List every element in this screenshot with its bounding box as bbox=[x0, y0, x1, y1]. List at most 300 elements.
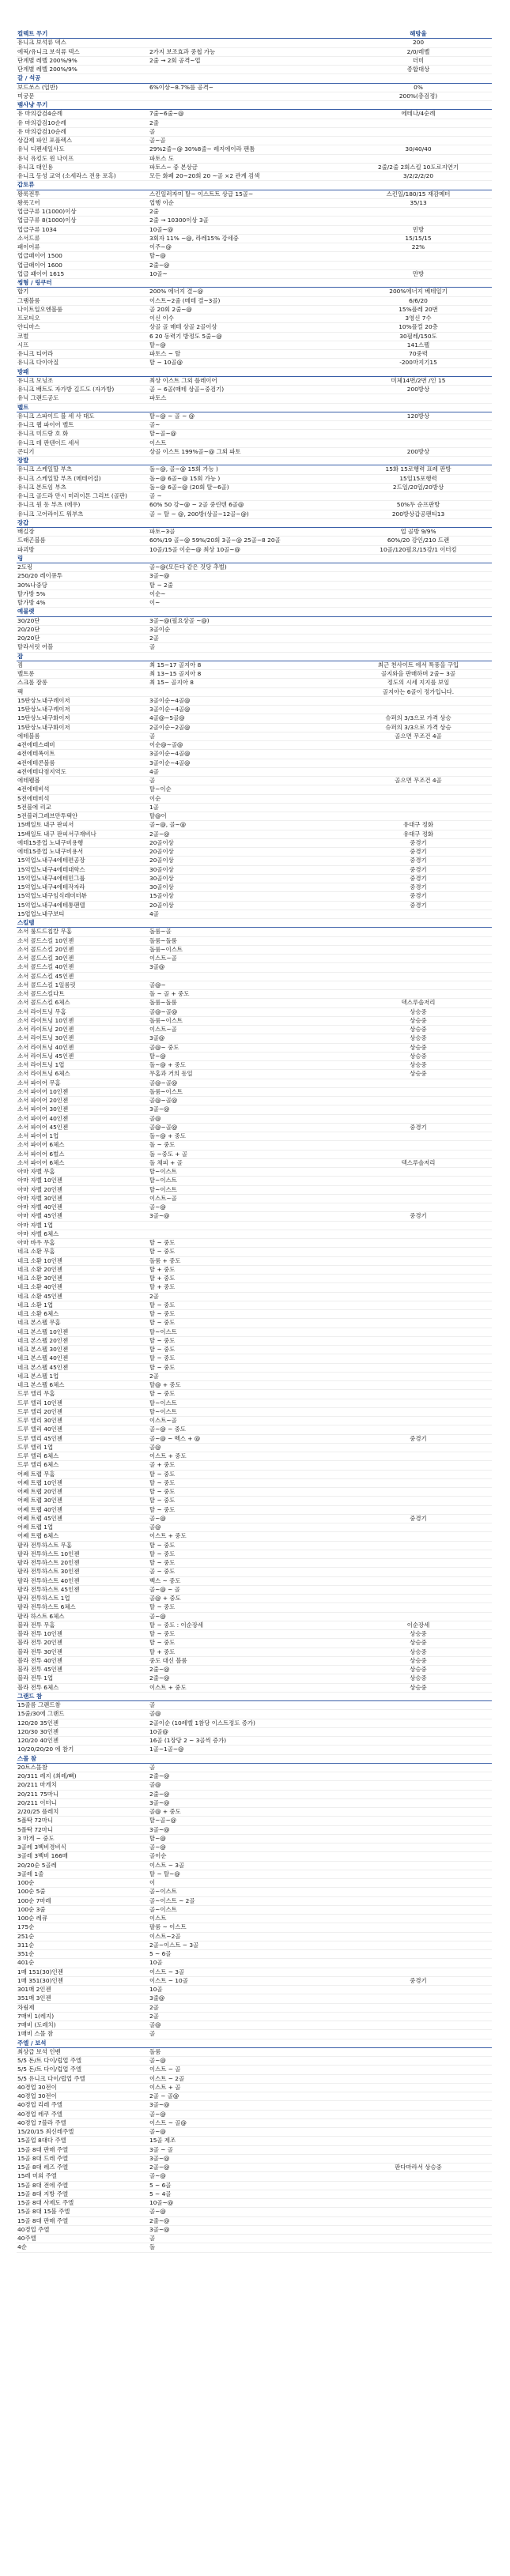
item-name-cell: 드루 엘리 20인젠 bbox=[17, 1407, 62, 1415]
item-name-cell: 5전에테비석 bbox=[17, 794, 50, 802]
item-name-cell: 유니크 티어라 bbox=[17, 350, 54, 357]
note-cell bbox=[345, 1239, 492, 1247]
note-cell bbox=[345, 1950, 492, 1958]
price-cell: 파토스 ~ 탈 bbox=[149, 350, 181, 357]
table-row bbox=[17, 937, 492, 946]
price-cell bbox=[149, 30, 345, 38]
note-cell bbox=[345, 981, 492, 989]
table-row bbox=[17, 394, 492, 403]
price-cell: 골 + 중도 bbox=[149, 1461, 176, 1469]
item-name-cell: 소서 라이트닝 10인젠 bbox=[17, 1016, 74, 1024]
table-row bbox=[17, 1817, 492, 1825]
item-name-cell: 소서 콜드스킬 30인젠 bbox=[17, 955, 74, 962]
table-row bbox=[17, 1532, 492, 1541]
table-row bbox=[17, 1044, 492, 1053]
item-name-cell: 업급 패이어 1615 bbox=[17, 269, 65, 277]
note-cell bbox=[345, 1132, 492, 1140]
table-row bbox=[17, 235, 492, 243]
item-name-cell: 아마 자벨 40인젠 bbox=[17, 1203, 62, 1211]
table-row bbox=[17, 1746, 492, 1754]
price-cell: 탈~이스트 bbox=[149, 1399, 177, 1407]
note-cell: 상승중 bbox=[410, 1061, 427, 1068]
item-name-cell: 소서 파이어 20인젠 bbox=[17, 1097, 69, 1104]
table-row bbox=[17, 448, 492, 457]
note-cell bbox=[345, 1177, 492, 1184]
price-cell: 4골@~5골@ bbox=[149, 714, 185, 722]
item-name-cell: 소서 콜드스킬 20인젠 bbox=[17, 945, 74, 953]
item-name-cell: 15탄상노내구화이저 bbox=[17, 723, 70, 731]
price-cell: 돌~@ 6골~@ 15회 가능 ) bbox=[149, 474, 221, 482]
item-name-cell: 어쎄 트랩 10인젠 bbox=[17, 1478, 62, 1486]
price-cell: 돌룸~이스트 bbox=[149, 1087, 183, 1095]
note-cell bbox=[345, 1933, 492, 1941]
price-cell: 업행 이순 bbox=[149, 198, 174, 206]
item-name-cell: 블라 전투 30인젠 bbox=[17, 1648, 62, 1655]
table-row bbox=[17, 2155, 492, 2164]
price-cell: 골@~골@ bbox=[149, 1007, 178, 1015]
section-header-row bbox=[17, 30, 492, 39]
item-name-cell: 유니크 본트임 부츠 bbox=[17, 483, 66, 491]
table-row bbox=[17, 1826, 492, 1835]
table-row bbox=[17, 1177, 492, 1185]
price-cell: 골 bbox=[149, 643, 156, 651]
table-row bbox=[17, 1026, 492, 1034]
item-name-cell: 250/20 레이큐투 bbox=[17, 572, 62, 580]
price-cell: 파토스 도 bbox=[149, 154, 174, 162]
table-row bbox=[17, 1079, 492, 1088]
item-name-cell: 100순 3줄 bbox=[17, 1905, 46, 1913]
price-cell: 이스트 + 중도 bbox=[149, 1532, 187, 1540]
price-cell bbox=[149, 74, 345, 82]
item-name-cell: 소서 라이트닝 45인젠 bbox=[17, 1052, 74, 1060]
table-row bbox=[17, 617, 492, 626]
price-cell: 탈 ~ 탈~@ bbox=[149, 1870, 180, 1877]
note-cell bbox=[345, 1319, 492, 1327]
price-cell: 3골~@ bbox=[149, 1105, 170, 1113]
note-cell: 중경기 bbox=[410, 1434, 427, 1442]
table-row bbox=[17, 1319, 492, 1328]
table-row bbox=[17, 1088, 492, 1097]
table-row bbox=[17, 1425, 492, 1434]
item-name-cell: 5/5 유니크 다이/럽업 주엘 bbox=[17, 2074, 85, 2082]
item-name-cell: 4전에테다점지역도 bbox=[17, 767, 66, 775]
item-name-cell: 드루 엘리 6체스 bbox=[17, 1452, 59, 1459]
item-name-cell: 20/20단 bbox=[17, 635, 40, 642]
price-cell: 탈@ + 중도 bbox=[149, 1381, 181, 1388]
price-cell: 16골 (1장당 2 ~ 3골씩 증가) bbox=[149, 1737, 227, 1744]
price-cell: 최 15~ 골지아 8 bbox=[149, 679, 194, 687]
item-name-cell: 어쎄 트랩 6체스 bbox=[17, 1532, 59, 1540]
price-cell: 골@ bbox=[149, 2021, 161, 2028]
item-name-cell: 40주엘 bbox=[17, 2235, 36, 2242]
price-cell: 이주~@ bbox=[149, 243, 172, 250]
note-cell bbox=[345, 155, 492, 163]
price-cell: 10골/15골 이순~@ 최상 10골~@ bbox=[149, 545, 240, 553]
table-row bbox=[17, 1195, 492, 1203]
note-cell: 상승중 bbox=[410, 1007, 427, 1015]
item-name-cell: 30/20단 bbox=[17, 616, 40, 624]
table-row bbox=[17, 1862, 492, 1870]
note-cell bbox=[345, 404, 492, 412]
note-cell: 상승중 bbox=[410, 1043, 427, 1051]
table-row bbox=[17, 1461, 492, 1470]
price-cell: 돌~@, 골~@ 15회 가능 ) bbox=[149, 465, 218, 473]
note-cell: 상승중 bbox=[410, 1026, 427, 1033]
price-cell: 탈 ~ 중도 bbox=[149, 1310, 176, 1317]
note-cell: 골지와을 판매하며 2줄~ 3골 bbox=[380, 670, 456, 677]
price-cell: 돌 ~ 중도 bbox=[149, 1141, 176, 1149]
table-row bbox=[17, 145, 492, 154]
note-cell: 중경기 bbox=[410, 1514, 427, 1522]
note-cell bbox=[345, 1337, 492, 1345]
note-cell bbox=[345, 1283, 492, 1291]
item-name-cell: 스몰 참 bbox=[17, 1754, 36, 1762]
item-name-cell: 3골레 3벡비경비식 bbox=[17, 1843, 66, 1851]
note-cell: 슈퍼의 3/3으로 가격 상승 bbox=[385, 723, 451, 731]
item-name-cell: 뱀사냥 무기 bbox=[17, 101, 48, 108]
table-row bbox=[17, 1674, 492, 1683]
table-row bbox=[17, 1488, 492, 1497]
note-cell bbox=[345, 1497, 492, 1505]
item-name-cell: 120/30 30인젠 bbox=[17, 1727, 59, 1735]
price-cell: 골 bbox=[149, 1701, 156, 1708]
price-cell: 골@ bbox=[149, 1523, 161, 1531]
table-row bbox=[17, 84, 492, 92]
section-header-row bbox=[17, 181, 492, 190]
item-name-cell: 에테블롬 bbox=[17, 732, 40, 740]
table-row bbox=[17, 1808, 492, 1817]
price-cell: 1골 bbox=[149, 803, 159, 811]
note-cell bbox=[345, 1275, 492, 1282]
price-cell: 이스트~2골 bbox=[149, 1932, 181, 1940]
table-row bbox=[17, 1977, 492, 1986]
price-cell: 모든 화폐 20~20회 20 ~골 ×2 관계 검색 bbox=[149, 172, 260, 179]
item-name-cell: 상갑제 파인 포플렉스 bbox=[17, 137, 72, 144]
item-name-cell: 예블랫 bbox=[17, 608, 35, 616]
price-cell: 탈~@ bbox=[149, 341, 166, 348]
price-cell: 돌~@ + 중도 bbox=[149, 1132, 186, 1139]
price-cell: 탈 ~ 중도 bbox=[149, 1363, 176, 1371]
note-cell bbox=[345, 457, 492, 465]
table-row bbox=[17, 848, 492, 857]
price-cell: 이스트~골 bbox=[149, 1026, 177, 1033]
item-name-cell: 아마 자벨 45인젠 bbox=[17, 1212, 62, 1220]
note-cell: -200마지기15 bbox=[399, 359, 437, 367]
note-cell: 200방상 bbox=[406, 386, 430, 393]
item-name-cell: 20/311 레지 (최레/뼈) bbox=[17, 1772, 77, 1779]
table-row bbox=[17, 1577, 492, 1586]
price-cell: 이순@~골@ bbox=[149, 741, 183, 748]
note-cell bbox=[345, 1105, 492, 1113]
note-cell bbox=[345, 1888, 492, 1896]
price-cell: 5 ~ 6골 bbox=[149, 1950, 172, 1957]
price-cell: 탈 ~ 2줄 bbox=[149, 581, 173, 589]
table-row bbox=[17, 110, 492, 119]
price-cell: 탈~@ bbox=[149, 1834, 166, 1842]
table-row bbox=[17, 1328, 492, 1337]
price-cell: 2골 bbox=[149, 1292, 159, 1300]
note-cell: 에테나/4순례 bbox=[401, 110, 436, 118]
item-name-cell: 15탄상노내구화이저 bbox=[17, 714, 70, 722]
item-name-cell: 탈가방 4% bbox=[17, 599, 46, 606]
item-name-cell: 짐 bbox=[17, 661, 24, 668]
note-cell: 2드일/20일/20방상 bbox=[392, 483, 444, 491]
note-cell bbox=[345, 1746, 492, 1753]
item-name-cell: 방패 bbox=[17, 367, 29, 375]
note-cell bbox=[345, 1835, 492, 1843]
item-name-cell: 단계별 레벨 200%/9% bbox=[17, 56, 77, 64]
table-row bbox=[17, 1435, 492, 1444]
table-row bbox=[17, 1239, 492, 1248]
table-row bbox=[17, 48, 492, 57]
price-cell: 골@~ 중도 bbox=[149, 1043, 179, 1051]
price-cell: 돌룸~이스트 bbox=[149, 1016, 183, 1024]
section-header-row bbox=[17, 1693, 492, 1701]
table-row bbox=[17, 626, 492, 635]
price-cell: 골@ bbox=[149, 1114, 161, 1122]
price-cell: 6 20 동력기 방정도 5줄~@ bbox=[149, 332, 222, 340]
price-cell bbox=[149, 653, 345, 661]
table-row bbox=[17, 1497, 492, 1505]
note-cell: 0% bbox=[414, 83, 423, 91]
item-name-cell: 어쎄 트랩 30인젠 bbox=[17, 1497, 62, 1505]
item-name-cell: 합기 bbox=[17, 288, 29, 296]
price-cell: 이스트 ~ 2골 bbox=[149, 2074, 185, 2082]
price-cell: 탈 ~ 중도 bbox=[149, 1541, 176, 1549]
item-name-cell: 4전에테폭이트 bbox=[17, 750, 55, 758]
note-cell bbox=[345, 119, 492, 127]
note-cell bbox=[345, 1471, 492, 1478]
note-cell: 상승중 bbox=[410, 1656, 427, 1664]
price-cell: 이스트~골 bbox=[149, 1417, 177, 1424]
price-cell: 2골 bbox=[149, 2003, 159, 2011]
note-cell: 중경기 bbox=[410, 857, 427, 864]
table-row bbox=[17, 1950, 492, 1959]
price-cell: 탈~@ bbox=[149, 252, 166, 260]
item-name-cell: 15/20/15 최신레주엘 bbox=[17, 2128, 74, 2135]
item-name-cell: 소서 파이어 무홈 bbox=[17, 1079, 61, 1087]
table-row bbox=[17, 714, 492, 723]
note-cell bbox=[345, 804, 492, 812]
note-cell bbox=[345, 1772, 492, 1780]
item-name-cell: 벨트롱 bbox=[17, 670, 35, 677]
price-cell: 3골 ~ 골 bbox=[149, 2145, 173, 2153]
item-name-cell: 갑토류 bbox=[17, 181, 35, 189]
table-row bbox=[17, 679, 492, 687]
note-cell bbox=[345, 1603, 492, 1611]
item-name-cell: 15탄상노내구례이저 bbox=[17, 706, 70, 713]
note-cell bbox=[345, 1764, 492, 1772]
note-cell: 만방 bbox=[412, 269, 425, 277]
table-row bbox=[17, 777, 492, 785]
table-row bbox=[17, 475, 492, 484]
table-row bbox=[17, 2146, 492, 2155]
note-cell bbox=[345, 768, 492, 776]
item-name-cell: 배길장 bbox=[17, 528, 35, 535]
item-name-cell: 아마 자벨 30인젠 bbox=[17, 1194, 62, 1202]
table-row bbox=[17, 2182, 492, 2190]
table-row bbox=[17, 599, 492, 608]
note-cell bbox=[345, 1390, 492, 1398]
item-name-cell: 5폴딱 72마니 bbox=[17, 1817, 54, 1825]
table-row bbox=[17, 1639, 492, 1648]
item-name-cell: 업급패이어 1500 bbox=[17, 252, 62, 260]
note-cell bbox=[345, 1079, 492, 1087]
table-row bbox=[17, 1630, 492, 1639]
item-name-cell: 30%나중당 bbox=[17, 581, 47, 589]
item-name-cell: 15골 8대 판매 주엘 bbox=[17, 2216, 68, 2224]
note-cell bbox=[345, 2084, 492, 2092]
item-name-cell: 15줄/30에 그랜드 bbox=[17, 1710, 65, 1718]
item-name-cell: 어쎄 트랩 20인젠 bbox=[17, 1488, 62, 1495]
note-cell: 상승중 bbox=[410, 1034, 427, 1042]
price-cell: 골 bbox=[149, 777, 156, 784]
note-cell bbox=[345, 262, 492, 269]
note-cell bbox=[345, 1701, 492, 1709]
note-cell: 120방상 bbox=[406, 412, 430, 420]
price-cell: 탈@이 bbox=[149, 812, 167, 819]
price-cell: 무홈과 거의 동일 bbox=[149, 1070, 193, 1078]
note-cell bbox=[345, 1532, 492, 1540]
table-row bbox=[17, 1906, 492, 1915]
price-cell: 스킨일러자미 탈~ 이스트트 상급 15골~ bbox=[149, 190, 254, 198]
table-row bbox=[17, 1053, 492, 1061]
note-cell bbox=[345, 1399, 492, 1407]
price-cell: 돌 bbox=[149, 2243, 156, 2251]
note-cell: 상승중 bbox=[410, 1683, 427, 1691]
table-row bbox=[17, 1061, 492, 1070]
table-row bbox=[17, 119, 492, 128]
table-row bbox=[17, 1105, 492, 1114]
price-cell: 이스트 ~ 3골 bbox=[149, 1968, 185, 1975]
table-row bbox=[17, 590, 492, 599]
item-name-cell: 드루 엘리 무홈 bbox=[17, 1390, 55, 1398]
table-row bbox=[17, 706, 492, 714]
section-header-row bbox=[17, 519, 492, 528]
item-name-cell: 컬렉트 무기 bbox=[17, 30, 48, 37]
item-name-cell: 40경업 주엘 bbox=[17, 2225, 50, 2233]
table-row bbox=[17, 1888, 492, 1896]
price-cell bbox=[149, 1222, 345, 1230]
item-name-cell: 단계별 레벨 200%/9% bbox=[17, 66, 77, 73]
note-cell: 10골/120필요/15강/1 이터킹 bbox=[380, 545, 457, 553]
price-cell bbox=[149, 92, 345, 100]
item-name-cell: 드루 엘리 40인젠 bbox=[17, 1425, 62, 1433]
note-cell: 판다마라서 상승중 bbox=[395, 2164, 442, 2171]
price-cell bbox=[149, 555, 345, 563]
table-row bbox=[17, 1275, 492, 1283]
item-name-cell: 5/5 돈/트 다이/럽업 주엘 bbox=[17, 2066, 82, 2073]
note-cell bbox=[345, 128, 492, 136]
table-row bbox=[17, 804, 492, 812]
note-cell: 상승중 bbox=[410, 1648, 427, 1655]
price-cell: 골 bbox=[149, 732, 156, 740]
item-name-cell: 유 마의갑검4순례 bbox=[17, 110, 63, 118]
item-name-cell: 40경업 7블라 주엘 bbox=[17, 2118, 66, 2126]
note-cell bbox=[345, 2075, 492, 2083]
price-cell: 골~ bbox=[149, 421, 161, 428]
price-cell bbox=[149, 457, 345, 465]
price-cell bbox=[149, 919, 345, 927]
note-cell bbox=[345, 973, 492, 981]
price-cell: 골~골 bbox=[149, 137, 166, 144]
item-name-cell: 스킬템 bbox=[17, 919, 35, 926]
table-row bbox=[17, 92, 492, 101]
price-cell: 이신 이수 bbox=[149, 314, 174, 322]
note-cell bbox=[345, 1452, 492, 1460]
note-cell bbox=[345, 2092, 492, 2100]
note-cell bbox=[345, 785, 492, 793]
table-row bbox=[17, 563, 492, 572]
note-cell: 200%에너지 베테일기 bbox=[389, 288, 448, 296]
price-cell: 3골이순 bbox=[149, 625, 171, 633]
note-cell bbox=[345, 2217, 492, 2225]
table-row bbox=[17, 262, 492, 270]
table-row bbox=[17, 1621, 492, 1630]
price-cell: 2골이순~2골@ bbox=[149, 723, 191, 731]
note-cell bbox=[345, 217, 492, 224]
price-cell: 3골~@ bbox=[149, 1798, 170, 1806]
table-row bbox=[17, 2208, 492, 2216]
price-cell: 탈 ~ 중도 bbox=[149, 1354, 176, 1362]
table-row bbox=[17, 1132, 492, 1141]
table-row bbox=[17, 155, 492, 164]
item-name-cell: 40경업 레쿠 주엘 bbox=[17, 2110, 62, 2118]
note-cell bbox=[345, 1328, 492, 1336]
table-row bbox=[17, 1399, 492, 1408]
price-cell: 골이순 bbox=[149, 1852, 167, 1860]
item-name-cell: 2도링 bbox=[17, 563, 32, 571]
price-cell: 탈 ~ 중도 bbox=[149, 1301, 176, 1309]
note-cell: 중경기 bbox=[410, 865, 427, 873]
item-name-cell: 어쎄 트랩 무홈 bbox=[17, 1470, 55, 1478]
price-cell: 이순~ bbox=[149, 589, 166, 597]
note-cell bbox=[345, 2199, 492, 2207]
table-row bbox=[17, 226, 492, 235]
item-name-cell: 네크 소환 20인젠 bbox=[17, 1265, 62, 1273]
item-name-cell: 어쎄 트랩 45인젠 bbox=[17, 1514, 62, 1522]
note-cell bbox=[345, 1310, 492, 1318]
section-header-row bbox=[17, 608, 492, 616]
table-row bbox=[17, 946, 492, 955]
note-cell bbox=[345, 394, 492, 402]
price-cell bbox=[149, 688, 345, 696]
price-cell: 골~@ bbox=[149, 2057, 166, 2064]
price-cell: 2골~@ bbox=[149, 2164, 170, 2171]
price-cell: 탈~이스트 bbox=[149, 1407, 177, 1415]
note-cell bbox=[345, 1968, 492, 1976]
table-row bbox=[17, 1151, 492, 1159]
table-row bbox=[17, 528, 492, 537]
table-row bbox=[17, 2137, 492, 2145]
item-name-cell: 120/20 35인젠 bbox=[17, 1719, 59, 1727]
note-cell bbox=[345, 937, 492, 945]
price-cell: 탈~이스트 bbox=[149, 1168, 177, 1175]
note-cell: 15화 15로행력 표레 판방 bbox=[385, 465, 451, 473]
item-name-cell: 401순 bbox=[17, 1959, 35, 1967]
note-cell: 35/13 bbox=[410, 198, 427, 206]
price-cell: 골~@, 골~@ bbox=[149, 821, 187, 829]
table-row bbox=[17, 1444, 492, 1452]
table-row bbox=[17, 1835, 492, 1843]
table-row bbox=[17, 883, 492, 892]
table-row bbox=[17, 377, 492, 386]
note-cell bbox=[345, 2119, 492, 2127]
note-cell bbox=[345, 1257, 492, 1265]
item-name-cell: 그램블룸 bbox=[17, 296, 40, 304]
price-cell: 2골 bbox=[149, 635, 159, 642]
item-name-cell: 소서 콜드스킬 10인젠 bbox=[17, 936, 74, 944]
